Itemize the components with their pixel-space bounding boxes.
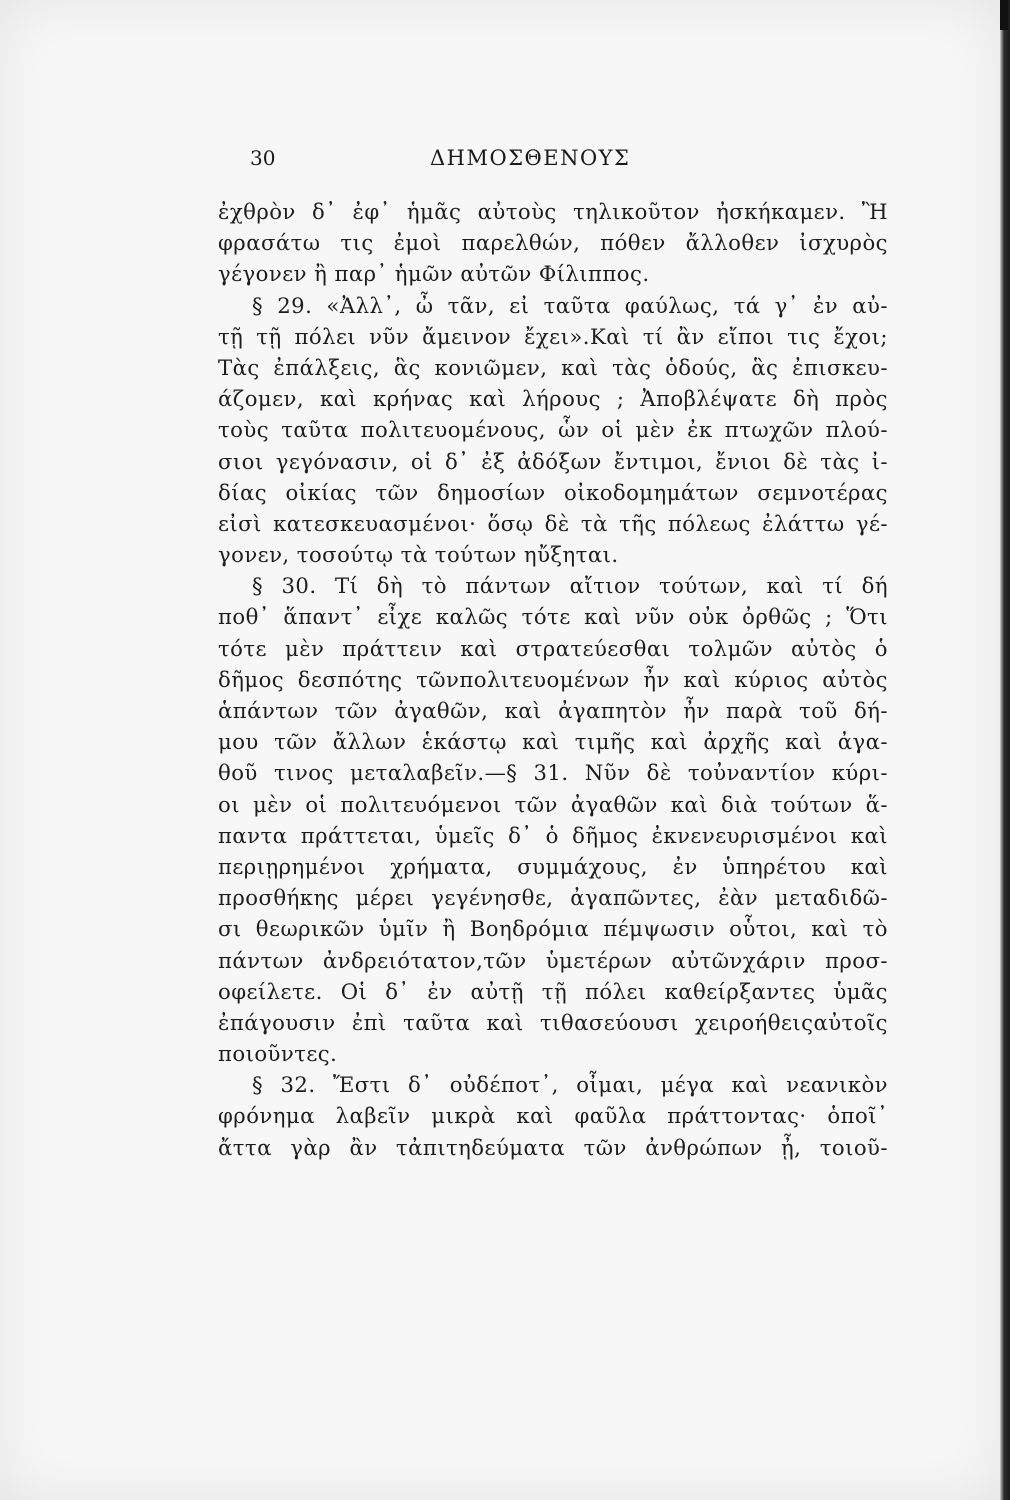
section-32-start: § 32. Ἔστι δ᾽ οὐδέποτ᾽, οἶμαι, μέγα καὶ νεανικὸν bbox=[252, 1072, 888, 1098]
page-edge-shadow bbox=[1000, 0, 1010, 1500]
running-title: ΔΗΜΟΣΘΕΝΟΥΣ bbox=[430, 146, 631, 170]
text-line: δῆμος δεσπότης τῶνπολιτευομένων ἦν καὶ κύριος αὐτὸς bbox=[218, 666, 888, 692]
text-line: άζομεν, καὶ κρήνας καὶ λήρους ; Ἀποβλέψατε δὴ πρὸς bbox=[218, 386, 888, 412]
corner-mark bbox=[1000, 0, 1008, 30]
text-line: προσθήκης μέρει γεγένησθε, ἀγαπῶντες, ἐὰν μεταδιδῶ- bbox=[218, 885, 888, 911]
text-line: φρασάτω τις ἐμοὶ παρελθών, πόθεν ἄλλοθεν ἰσχυρὸς bbox=[218, 230, 888, 256]
page-number: 30 bbox=[250, 146, 276, 170]
text-line: Τὰς ἐπάλξεις, ἃς κονιῶμεν, καὶ τὰς ὁδούς, ἃς ἐπισκευ- bbox=[218, 354, 888, 380]
text-line: σι θεωρικῶν ὑμῖν ἢ Βοηδρόμια πέμψωσιν οὗτοι, καὶ τὸ bbox=[218, 916, 888, 942]
section-29-start: § 29. «Ἀλλ᾽, ὦ τᾶν, εἰ ταῦτα φαύλως, τά γ᾽ ἐν αὐ- bbox=[252, 292, 888, 318]
text-line: εἰσὶ κατεσκευασμένοι· ὅσῳ δὲ τὰ τῆς πόλεως ἐλάττω γέ- bbox=[218, 510, 888, 536]
text-line: παντα πράττεται, ὑμεῖς δ᾽ ὁ δῆμος ἐκνενευρισμένοι καὶ bbox=[218, 822, 888, 848]
text-line: σιοι γεγόνασιν, οἱ δ᾽ ἐξ ἀδόξων ἔντιμοι, ἔνιοι δὲ τὰς ἰ- bbox=[218, 448, 888, 474]
text-line: ποθ᾽ ἅπαντ᾽ εἶχε καλῶς τότε καὶ νῦν οὐκ ὀρθῶς ; Ὅτι bbox=[218, 604, 888, 630]
text-line: θοῦ τινος μεταλαβεῖν.—§ 31. Νῦν δὲ τοὐναντίον κύρι- bbox=[218, 760, 888, 786]
text-line: πάντων ἀνδρειότατον,τῶν ὑμετέρων αὐτῶνχάριν προσ- bbox=[218, 947, 888, 973]
text-line: μου τῶν ἄλλων ἑκάστῳ καὶ τιμῆς καὶ ἀρχῆς καὶ ἀγα- bbox=[218, 729, 888, 755]
text-line: οι μὲν οἱ πολιτευόμενοι τῶν ἀγαθῶν καὶ διὰ τούτων ἅ- bbox=[218, 791, 888, 817]
running-head bbox=[250, 146, 670, 178]
text-line: γονεν, τοσούτῳ τὰ τούτων ηὔξηται. bbox=[218, 542, 619, 568]
text-line: τοὺς ταῦτα πολιτευομένους, ὧν οἱ μὲν ἐκ πτωχῶν πλού- bbox=[218, 417, 888, 443]
text-line: φρόνημα λαβεῖν μικρὰ καὶ φαῦλα πράττοντας· ὁποῖ᾽ bbox=[218, 1103, 888, 1129]
text-line: οφείλετε. Οἱ δ᾽ ἐν αὐτῇ τῇ πόλει καθείρξαντες ὑμᾶς bbox=[218, 978, 888, 1004]
text-line: δίας οἰκίας τῶν δημοσίων οἰκοδομημάτων σεμνοτέρας bbox=[218, 479, 888, 505]
section-30-start: § 30. Τί δὴ τὸ πάντων αἴτιον τούτων, καὶ τί δή bbox=[252, 573, 888, 599]
text-line: γέγονεν ἢ παρ᾽ ἡμῶν αὐτῶν Φίλιππος. bbox=[218, 261, 650, 287]
text-line: ἄττα γὰρ ἂν τἀπιτηδεύματα τῶν ἀνθρώπων ᾖ, τοιοῦ- bbox=[218, 1134, 888, 1160]
text-line: ἐχθρὸν δ᾽ ἐφ᾽ ἡμᾶς αὐτοὺς τηλικοῦτον ἠσκήκαμεν. Ἢ bbox=[218, 199, 888, 224]
text-line: περιῃρημένοι χρήματα, συμμάχους, ἐν ὑπηρέτου καὶ bbox=[218, 853, 888, 879]
body-text bbox=[218, 196, 888, 1163]
text-line: τότε μὲν πράττειν καὶ στρατεύεσθαι τολμῶν αὐτὸς ὁ bbox=[218, 635, 888, 661]
text-line: ποιοῦντες. bbox=[218, 1041, 338, 1067]
text-line: τῇ τῇ πόλει νῦν ἄμεινον ἔχει».Καὶ τί ἂν εἴποι τις ἔχοι; bbox=[218, 323, 888, 349]
text-line: ἐπάγουσιν ἐπὶ ταῦτα καὶ τιθασεύουσι χειροήθειςαὐτοῖς bbox=[218, 1009, 888, 1035]
text-line: ἁπάντων τῶν ἀγαθῶν, καὶ ἀγαπητὸν ἦν παρὰ τοῦ δή- bbox=[218, 698, 888, 723]
